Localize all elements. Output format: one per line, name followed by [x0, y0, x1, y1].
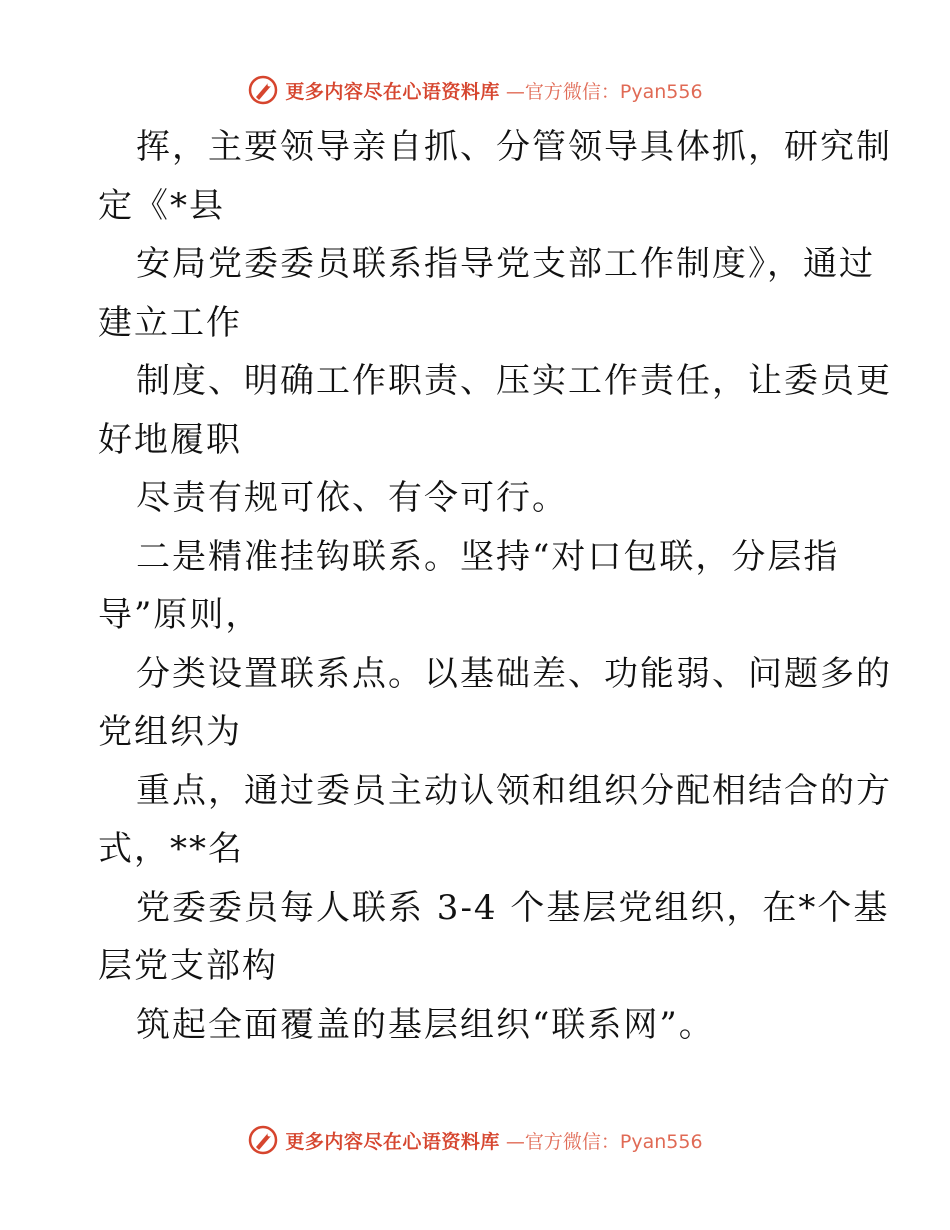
watermark-text: 更多内容尽在心语资料库: [285, 80, 500, 103]
text-line: 尽责有规可依、有令可行。: [136, 478, 568, 518]
text-line: 建立工作: [98, 302, 242, 343]
text-line: 好地履职: [98, 419, 242, 460]
watermark-contact: —官方微信：Pyan556: [505, 80, 703, 103]
header-watermark: [0, 70, 950, 110]
text-line: 分类设置联系点。以基础差、功能弱、问题多的: [136, 653, 892, 694]
watermark-contact: —官方微信：Pyan556: [505, 1130, 703, 1153]
text-line: 导”原则，: [98, 595, 262, 635]
text-line: 党组织为: [98, 712, 242, 752]
footer-watermark: [0, 1120, 950, 1160]
watermark-text: 更多内容尽在心语资料库: [285, 1130, 500, 1153]
pen-logo-icon: [247, 1124, 279, 1156]
text-line: 重点，通过委员主动认领和组织分配相结合的方: [136, 770, 892, 811]
text-line: 筑起全面覆盖的基层组织“联系网”。: [136, 1004, 715, 1045]
text-line: 挥，主要领导亲自抓、分管领导具体抓，研究制: [136, 127, 892, 167]
pen-logo-icon: [247, 74, 279, 106]
text-line: 党委委员每人联系 3-4 个基层党组织，在*个基: [136, 887, 890, 928]
text-line: 式，**名: [98, 829, 244, 869]
text-line: 二是精准挂钩联系。坚持“对口包联，分层指: [136, 536, 840, 577]
document-body: [98, 118, 892, 1054]
text-line: 安局党委委员联系指导党支部工作制度》，通过: [136, 244, 875, 284]
text-line: 层党支部构: [98, 946, 278, 986]
text-line: 制度、明确工作职责、压实工作责任，让委员更: [136, 361, 892, 401]
text-line: 定《*县: [98, 185, 225, 226]
